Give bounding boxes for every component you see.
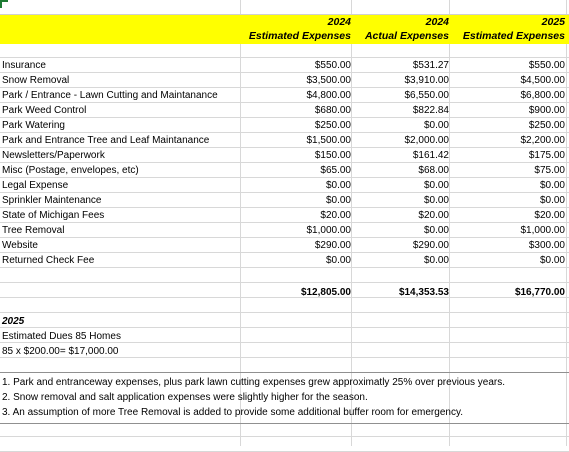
col1-title: Estimated Expenses — [248, 30, 351, 42]
row-label: Misc (Postage, envelopes, etc) — [2, 165, 139, 176]
col2-year: 2024 — [425, 16, 449, 28]
act2024-value: $290.00 — [412, 240, 449, 251]
est2025-value: $300.00 — [528, 240, 565, 251]
row-label: Tree Removal — [2, 225, 65, 236]
grid-row — [0, 43, 569, 58]
grid-row — [0, 358, 569, 373]
act2024-value: $0.00 — [423, 225, 449, 236]
est2025-value: $75.00 — [534, 165, 565, 176]
est2024-value: $65.00 — [320, 165, 351, 176]
est2024-value: $3,500.00 — [306, 75, 351, 86]
col1-year: 2024 — [327, 16, 351, 28]
row-label: Park / Entrance - Lawn Cutting and Maintanance — [2, 90, 218, 101]
est2025-value: $0.00 — [539, 255, 565, 266]
grid-row — [0, 437, 569, 452]
dues-year: 2025 — [2, 316, 25, 327]
act2024-value: $0.00 — [423, 180, 449, 191]
est2024-value: $250.00 — [314, 120, 351, 131]
row-label: Sprinkler Maintenance — [2, 195, 102, 206]
est2025-value: $2,200.00 — [520, 135, 565, 146]
est2025-value: $0.00 — [539, 180, 565, 191]
est2025-value: $900.00 — [528, 105, 565, 116]
est2024-value: $0.00 — [325, 180, 351, 191]
total-est2024: $12,805.00 — [300, 287, 351, 298]
act2024-value: $531.27 — [412, 60, 449, 71]
grid-row — [0, 298, 569, 313]
act2024-value: $822.84 — [412, 105, 449, 116]
row-label: State of Michigan Fees — [2, 210, 105, 221]
total-est2025: $16,770.00 — [514, 287, 565, 298]
est2025-value: $175.00 — [528, 150, 565, 161]
col2-title: Actual Expenses — [364, 30, 449, 42]
notes-box — [0, 372, 569, 424]
est2025-value: $250.00 — [528, 120, 565, 131]
est2025-value: $20.00 — [534, 210, 565, 221]
act2024-value: $3,910.00 — [404, 75, 449, 86]
est2024-value: $0.00 — [325, 195, 351, 206]
est2024-value: $0.00 — [325, 255, 351, 266]
row-label: Website — [2, 240, 38, 251]
est2024-value: $20.00 — [320, 210, 351, 221]
est2024-value: $4,800.00 — [306, 90, 351, 101]
est2024-value: $1,500.00 — [306, 135, 351, 146]
est2024-value: $290.00 — [314, 240, 351, 251]
act2024-value: $6,550.00 — [404, 90, 449, 101]
act2024-value: $68.00 — [418, 165, 449, 176]
row-label: Returned Check Fee — [2, 255, 95, 266]
est2025-value: $4,500.00 — [520, 75, 565, 86]
est2025-value: $0.00 — [539, 195, 565, 206]
row-label: Park Weed Control — [2, 105, 87, 116]
dues-line-1: Estimated Dues 85 Homes — [2, 331, 121, 342]
est2025-value: $1,000.00 — [520, 225, 565, 236]
note-1: 1. Park and entranceway expenses, plus park lawn cutting expenses grew approximatly 25% over previous years. — [2, 377, 506, 388]
note-2: 2. Snow removal and salt application expenses were slightly higher for the season. — [2, 392, 368, 403]
col3-year: 2025 — [541, 16, 565, 28]
est2025-value: $6,800.00 — [520, 90, 565, 101]
est2024-value: $550.00 — [314, 60, 351, 71]
row-label: Insurance — [2, 60, 46, 71]
act2024-value: $2,000.00 — [404, 135, 449, 146]
row-label: Park Watering — [2, 120, 65, 131]
act2024-value: $0.00 — [423, 120, 449, 131]
note-3: 3. An assumption of more Tree Removal is added to provide some additional buffer room for emergency. — [2, 407, 463, 418]
act2024-value: $161.42 — [412, 150, 449, 161]
grid-row — [0, 268, 569, 283]
row-label: Newsletters/Paperwork — [2, 150, 105, 161]
act2024-value: $20.00 — [418, 210, 449, 221]
col3-title: Estimated Expenses — [462, 30, 565, 42]
act2024-value: $0.00 — [423, 255, 449, 266]
act2024-value: $0.00 — [423, 195, 449, 206]
est2024-value: $680.00 — [314, 105, 351, 116]
est2025-value: $550.00 — [528, 60, 565, 71]
row-label: Park and Entrance Tree and Leaf Maintanance — [2, 135, 210, 146]
total-act2024: $14,353.53 — [398, 287, 449, 298]
est2024-value: $1,000.00 — [306, 225, 351, 236]
header-band — [0, 14, 569, 44]
row-label: Snow Removal — [2, 75, 70, 86]
row-label: Legal Expense — [2, 180, 69, 191]
grid-row — [0, 313, 569, 328]
est2024-value: $150.00 — [314, 150, 351, 161]
grid-row — [0, 422, 569, 437]
dues-line-2: 85 x $200.00= $17,000.00 — [2, 346, 119, 357]
grid-row — [0, 0, 569, 15]
